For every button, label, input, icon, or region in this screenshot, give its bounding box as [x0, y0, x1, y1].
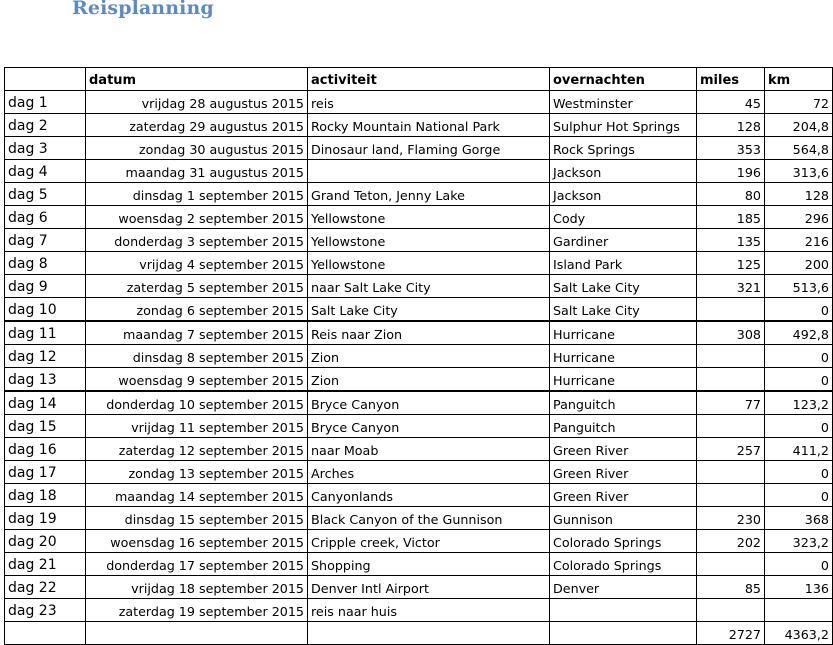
cell-miles[interactable]: 257: [697, 438, 765, 461]
cell-activiteit[interactable]: Dinosaur land, Flaming Gorge: [308, 137, 550, 160]
table-row: [5, 599, 833, 622]
cell-datum[interactable]: woensdag 2 september 2015: [86, 206, 308, 229]
cell-miles[interactable]: [697, 461, 765, 484]
totals-row: [5, 622, 833, 645]
cell-miles[interactable]: 80: [697, 183, 765, 206]
cell-activiteit[interactable]: Cripple creek, Victor: [308, 530, 550, 553]
cell-overnachten[interactable]: Cody: [550, 206, 697, 229]
cell-km[interactable]: 0: [765, 368, 833, 392]
cell-datum[interactable]: donderdag 10 september 2015: [86, 391, 308, 415]
cell-datum[interactable]: zondag 30 augustus 2015: [86, 137, 308, 160]
cell-km[interactable]: 368: [765, 507, 833, 530]
cell-km[interactable]: 204,8: [765, 114, 833, 137]
cell-miles[interactable]: [697, 415, 765, 438]
page-title: Reisplanning: [72, 0, 214, 19]
cell-overnachten[interactable]: Jackson: [550, 160, 697, 183]
cell-km[interactable]: 411,2: [765, 438, 833, 461]
cell-km[interactable]: 513,6: [765, 275, 833, 298]
cell-miles[interactable]: 45: [697, 91, 765, 114]
table-row: [5, 321, 833, 345]
table-row: [5, 298, 833, 322]
table-row: [5, 438, 833, 461]
cell-empty[interactable]: [5, 622, 86, 645]
cell-km[interactable]: 123,2: [765, 391, 833, 415]
header-row: [5, 68, 833, 91]
cell-miles[interactable]: [697, 553, 765, 576]
cell-datum[interactable]: zondag 13 september 2015: [86, 461, 308, 484]
cell-overnachten[interactable]: Green River: [550, 484, 697, 507]
cell-day[interactable]: dag 16: [5, 438, 86, 461]
table-row: [5, 530, 833, 553]
cell-day[interactable]: dag 9: [5, 275, 86, 298]
cell-activiteit[interactable]: Denver Intl Airport: [308, 576, 550, 599]
cell-activiteit[interactable]: reis: [308, 91, 550, 114]
cell-datum[interactable]: vrijdag 28 augustus 2015: [86, 91, 308, 114]
table-row: [5, 183, 833, 206]
table-row: [5, 206, 833, 229]
table-row: [5, 114, 833, 137]
cell-datum[interactable]: zaterdag 19 september 2015: [86, 599, 308, 622]
header-overnachten[interactable]: overnachten: [550, 68, 697, 91]
cell-activiteit[interactable]: Zion: [308, 345, 550, 368]
cell-km[interactable]: 313,6: [765, 160, 833, 183]
cell-day[interactable]: dag 23: [5, 599, 86, 622]
cell-datum[interactable]: vrijdag 11 september 2015: [86, 415, 308, 438]
cell-miles[interactable]: 77: [697, 391, 765, 415]
cell-overnachten[interactable]: Jackson: [550, 183, 697, 206]
cell-day[interactable]: dag 1: [5, 91, 86, 114]
table-row: [5, 252, 833, 275]
cell-activiteit[interactable]: Rocky Mountain National Park: [308, 114, 550, 137]
cell-km[interactable]: 136: [765, 576, 833, 599]
cell-km[interactable]: 72: [765, 91, 833, 114]
cell-km[interactable]: 0: [765, 298, 833, 322]
cell-activiteit[interactable]: Bryce Canyon: [308, 415, 550, 438]
cell-miles[interactable]: 202: [697, 530, 765, 553]
cell-datum[interactable]: zaterdag 5 september 2015: [86, 275, 308, 298]
header-day[interactable]: [5, 68, 86, 91]
cell-km[interactable]: 0: [765, 484, 833, 507]
table-row: [5, 415, 833, 438]
cell-day[interactable]: dag 22: [5, 576, 86, 599]
cell-km[interactable]: 323,2: [765, 530, 833, 553]
table-row: [5, 229, 833, 252]
cell-miles[interactable]: 128: [697, 114, 765, 137]
cell-day[interactable]: dag 3: [5, 137, 86, 160]
table-row: [5, 576, 833, 599]
total-miles[interactable]: 2727: [697, 622, 765, 645]
header-km[interactable]: km: [765, 68, 833, 91]
cell-activiteit[interactable]: Yellowstone: [308, 229, 550, 252]
cell-datum[interactable]: dinsdag 8 september 2015: [86, 345, 308, 368]
cell-miles[interactable]: [697, 368, 765, 392]
cell-overnachten[interactable]: Colorado Springs: [550, 530, 697, 553]
cell-miles[interactable]: 125: [697, 252, 765, 275]
table-row: [5, 553, 833, 576]
cell-activiteit[interactable]: Yellowstone: [308, 252, 550, 275]
cell-datum[interactable]: zaterdag 29 augustus 2015: [86, 114, 308, 137]
cell-datum[interactable]: donderdag 17 september 2015: [86, 553, 308, 576]
cell-empty[interactable]: [550, 622, 697, 645]
table-row: [5, 461, 833, 484]
total-km[interactable]: 4363,2: [765, 622, 833, 645]
cell-overnachten[interactable]: Denver: [550, 576, 697, 599]
cell-miles[interactable]: [697, 298, 765, 322]
cell-km[interactable]: 0: [765, 345, 833, 368]
cell-datum[interactable]: maandag 7 september 2015: [86, 321, 308, 345]
cell-day[interactable]: dag 2: [5, 114, 86, 137]
cell-day[interactable]: dag 15: [5, 415, 86, 438]
cell-activiteit[interactable]: [308, 160, 550, 183]
cell-km[interactable]: 0: [765, 461, 833, 484]
cell-miles[interactable]: 85: [697, 576, 765, 599]
cell-activiteit[interactable]: Black Canyon of the Gunnison: [308, 507, 550, 530]
cell-overnachten[interactable]: Gardiner: [550, 229, 697, 252]
cell-activiteit[interactable]: naar Moab: [308, 438, 550, 461]
cell-overnachten[interactable]: Gunnison: [550, 507, 697, 530]
table-body: [5, 68, 833, 645]
cell-datum[interactable]: vrijdag 4 september 2015: [86, 252, 308, 275]
cell-overnachten[interactable]: Hurricane: [550, 345, 697, 368]
cell-overnachten[interactable]: Colorado Springs: [550, 553, 697, 576]
cell-day[interactable]: dag 5: [5, 183, 86, 206]
table-row: [5, 507, 833, 530]
cell-day[interactable]: dag 17: [5, 461, 86, 484]
table-row: [5, 484, 833, 507]
itinerary-table: [4, 67, 833, 645]
table-row: [5, 368, 833, 392]
cell-datum[interactable]: woensdag 9 september 2015: [86, 368, 308, 392]
cell-activiteit[interactable]: Salt Lake City: [308, 298, 550, 322]
cell-overnachten[interactable]: Rock Springs: [550, 137, 697, 160]
cell-activiteit[interactable]: Zion: [308, 368, 550, 392]
cell-overnachten[interactable]: Green River: [550, 438, 697, 461]
cell-activiteit[interactable]: Reis naar Zion: [308, 321, 550, 345]
cell-day[interactable]: dag 21: [5, 553, 86, 576]
table-row: [5, 160, 833, 183]
cell-datum[interactable]: zaterdag 12 september 2015: [86, 438, 308, 461]
cell-day[interactable]: dag 18: [5, 484, 86, 507]
table-row: [5, 345, 833, 368]
cell-datum[interactable]: donderdag 3 september 2015: [86, 229, 308, 252]
cell-km[interactable]: 296: [765, 206, 833, 229]
table-row: [5, 275, 833, 298]
cell-datum[interactable]: zondag 6 september 2015: [86, 298, 308, 322]
cell-datum[interactable]: dinsdag 1 september 2015: [86, 183, 308, 206]
cell-day[interactable]: dag 4: [5, 160, 86, 183]
cell-overnachten[interactable]: Salt Lake City: [550, 275, 697, 298]
cell-day[interactable]: dag 7: [5, 229, 86, 252]
cell-miles[interactable]: 353: [697, 137, 765, 160]
table-row: [5, 91, 833, 114]
cell-overnachten[interactable]: Westminster: [550, 91, 697, 114]
cell-datum[interactable]: dinsdag 15 september 2015: [86, 507, 308, 530]
cell-km[interactable]: 216: [765, 229, 833, 252]
cell-miles[interactable]: 308: [697, 321, 765, 345]
cell-overnachten[interactable]: Island Park: [550, 252, 697, 275]
cell-activiteit[interactable]: Arches: [308, 461, 550, 484]
cell-datum[interactable]: woensdag 16 september 2015: [86, 530, 308, 553]
header-datum[interactable]: datum: [86, 68, 308, 91]
cell-overnachten[interactable]: Green River: [550, 461, 697, 484]
cell-overnachten[interactable]: Hurricane: [550, 321, 697, 345]
header-miles[interactable]: miles: [697, 68, 765, 91]
cell-overnachten[interactable]: Salt Lake City: [550, 298, 697, 322]
cell-overnachten[interactable]: Panguitch: [550, 415, 697, 438]
cell-km[interactable]: 128: [765, 183, 833, 206]
cell-day[interactable]: dag 12: [5, 345, 86, 368]
cell-day[interactable]: dag 13: [5, 368, 86, 392]
cell-miles[interactable]: 321: [697, 275, 765, 298]
cell-day[interactable]: dag 10: [5, 298, 86, 322]
cell-miles[interactable]: 135: [697, 229, 765, 252]
cell-km[interactable]: 564,8: [765, 137, 833, 160]
cell-activiteit[interactable]: Grand Teton, Jenny Lake: [308, 183, 550, 206]
cell-miles[interactable]: [697, 599, 765, 622]
cell-datum[interactable]: vrijdag 18 september 2015: [86, 576, 308, 599]
cell-day[interactable]: dag 19: [5, 507, 86, 530]
cell-activiteit[interactable]: Yellowstone: [308, 206, 550, 229]
cell-empty[interactable]: [86, 622, 308, 645]
cell-km[interactable]: 200: [765, 252, 833, 275]
cell-miles[interactable]: 196: [697, 160, 765, 183]
cell-datum[interactable]: maandag 31 augustus 2015: [86, 160, 308, 183]
cell-day[interactable]: dag 20: [5, 530, 86, 553]
cell-datum[interactable]: maandag 14 september 2015: [86, 484, 308, 507]
cell-overnachten[interactable]: Sulphur Hot Springs: [550, 114, 697, 137]
cell-activiteit[interactable]: Canyonlands: [308, 484, 550, 507]
cell-overnachten[interactable]: Panguitch: [550, 391, 697, 415]
cell-km[interactable]: 492,8: [765, 321, 833, 345]
cell-miles[interactable]: 230: [697, 507, 765, 530]
cell-day[interactable]: dag 14: [5, 391, 86, 415]
cell-activiteit[interactable]: naar Salt Lake City: [308, 275, 550, 298]
cell-empty[interactable]: [308, 622, 550, 645]
header-activiteit[interactable]: activiteit: [308, 68, 550, 91]
cell-day[interactable]: dag 8: [5, 252, 86, 275]
table-row: [5, 391, 833, 415]
cell-day[interactable]: dag 6: [5, 206, 86, 229]
cell-overnachten[interactable]: [550, 599, 697, 622]
cell-activiteit[interactable]: Bryce Canyon: [308, 391, 550, 415]
cell-day[interactable]: dag 11: [5, 321, 86, 345]
cell-miles[interactable]: [697, 484, 765, 507]
cell-miles[interactable]: 185: [697, 206, 765, 229]
cell-km[interactable]: [765, 599, 833, 622]
cell-activiteit[interactable]: reis naar huis: [308, 599, 550, 622]
table-row: [5, 137, 833, 160]
cell-activiteit[interactable]: Shopping: [308, 553, 550, 576]
cell-miles[interactable]: [697, 345, 765, 368]
cell-overnachten[interactable]: Hurricane: [550, 368, 697, 392]
cell-km[interactable]: 0: [765, 415, 833, 438]
cell-km[interactable]: 0: [765, 553, 833, 576]
